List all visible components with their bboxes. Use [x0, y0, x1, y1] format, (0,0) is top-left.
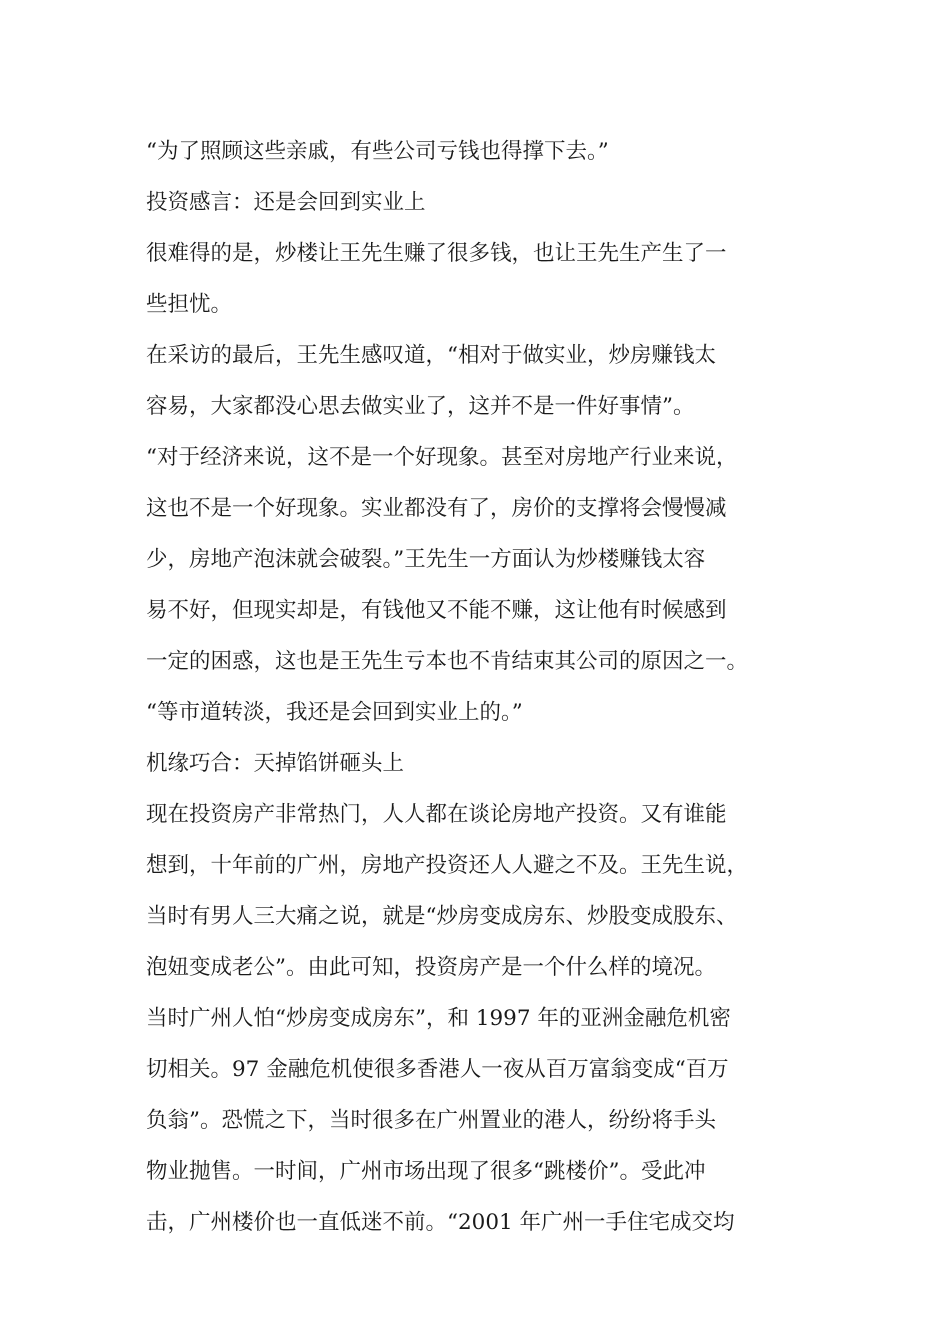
text-line: 很难得的是，炒楼让王先生赚了很多钱，也让王先生产生了一 [146, 241, 727, 266]
text-line: 容易，大家都没心思去做实业了，这并不是一件好事情”。 [146, 394, 695, 419]
text-line: 易不好，但现实却是，有钱他又不能不赚，这让他有时候感到 [146, 598, 727, 623]
text-line: 当时有男人三大痛之说，就是“炒房变成房东、炒股变成股东、 [146, 904, 738, 929]
text-line: 些担忧。 [146, 292, 233, 317]
body-text [146, 126, 814, 1248]
text-line: “等市道转淡，我还是会回到实业上的。” [146, 700, 523, 725]
text-line: 负翁”。恐慌之下，当时很多在广州置业的港人，纷纷将手头 [146, 1108, 716, 1133]
text-line: 物业抛售。一时间，广州市场出现了很多“跳楼价”。受此冲 [146, 1159, 706, 1184]
text-line: “为了照顾这些亲戚，有些公司亏钱也得撑下去。” [146, 139, 609, 164]
text-line: 泡妞变成老公”。由此可知，投资房产是一个什么样的境况。 [146, 955, 716, 980]
text-line: 少，房地产泡沫就会破裂。”王先生一方面认为炒楼赚钱太容 [146, 547, 706, 572]
section-heading: 投资感言：还是会回到实业上 [146, 190, 426, 215]
text-line: 想到，十年前的广州，房地产投资还人人避之不及。王先生说， [146, 853, 749, 878]
text-line: 击，广州楼价也一直低迷不前。“2001 年广州一手住宅成交均 [146, 1210, 735, 1235]
text-line: 切相关。97 金融危机使很多香港人一夜从百万富翁变成“百万 [146, 1057, 729, 1082]
section-heading: 机缘巧合：天掉馅饼砸头上 [146, 751, 405, 776]
text-line: 在采访的最后，王先生感叹道，“相对于做实业，炒房赚钱太 [146, 343, 716, 368]
text-line: “对于经济来说，这不是一个好现象。甚至对房地产行业来说， [146, 445, 738, 470]
text-line: 当时广州人怕“炒房变成房东”，和 1997 年的亚洲金融危机密 [146, 1006, 731, 1031]
text-line: 现在投资房产非常热门，人人都在谈论房地产投资。又有谁能 [146, 802, 727, 827]
text-line: 一定的困惑，这也是王先生亏本也不肯结束其公司的原因之一。 [146, 649, 749, 674]
text-line: 这也不是一个好现象。实业都没有了，房价的支撑将会慢慢减 [146, 496, 727, 521]
